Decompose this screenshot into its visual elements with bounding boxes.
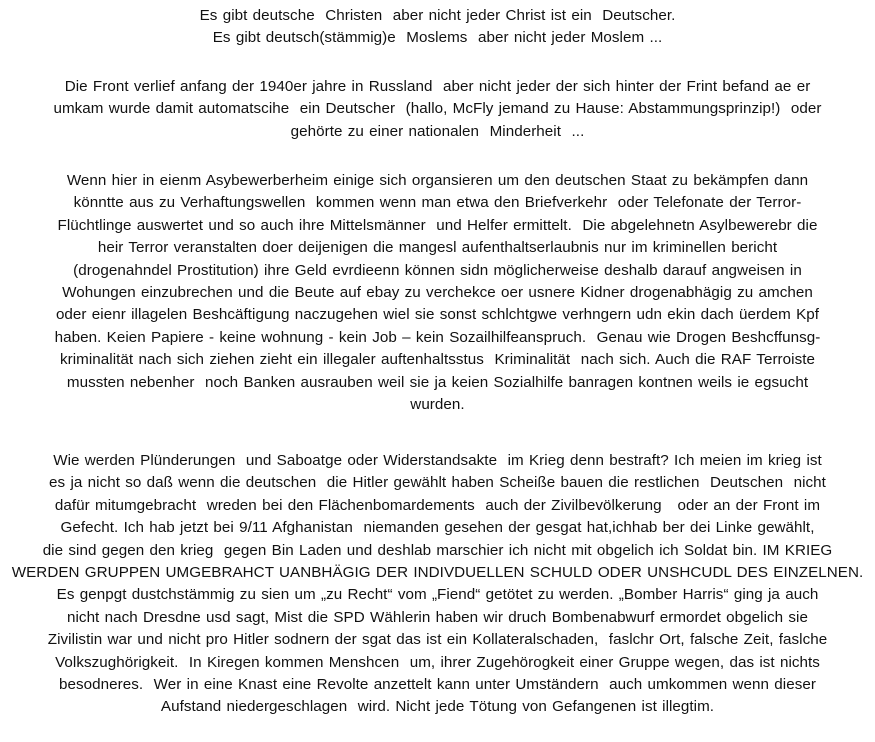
text-line: heir Terror veranstalten doer deijenigen die mangesl aufenthaltserlaubnis nur im kriminellen bericht xyxy=(97,239,778,257)
text-line: umkam wurde damit automatscihe ein Deutscher (hallo, McFly jemand zu Hause: Abstammungsprinzip!) oder xyxy=(53,100,822,118)
text-line: Aufstand niedergeschlagen wird. Nicht jede Tötung von Gefangenen ist illegtim. xyxy=(160,698,715,716)
paragraph-2 xyxy=(0,76,875,143)
text-line: nicht nach Dresdne usd sagt, Mist die SPD Wählerin haben wir druch Bombenabwurf ermordet obgelich sie xyxy=(67,608,808,626)
text-line: Es genpgt dustchstämmig zu sien um „zu Recht“ vom „Fiend“ getötet zu werden. „Bomber Harris“ ging ja auch xyxy=(56,586,819,604)
text-line: wurden. xyxy=(410,395,465,413)
text-line: es ja nicht so daß wenn die deutschen die Hitler gewählt haben Scheiße bauen die restlichen Deutschen nicht xyxy=(49,474,826,492)
text-line: könntte aus zu Verhaftungswellen kommen wenn man etwa den Briefverkehr oder Telefonate der Terror- xyxy=(73,194,802,212)
text-line: Zivilistin war und nicht pro Hitler sodnern der sgat das ist ein Kollateralschaden, faslchr Ort, falsche Zeit, faslche xyxy=(47,631,828,649)
text-line: Flüchtlinge auswertet und so auch ihre Mittelsmänner und Helfer ermittelt. Die abgelehnetn Asylbewerebr die xyxy=(57,216,818,234)
text-line: kriminalität nach sich ziehen zieht ein illegaler auftenhaltsstus Kriminalität nach sich. Auch die RAF Terroiste xyxy=(60,351,815,369)
text-line: mussten nebenher noch Banken ausrauben weil sie ja keien Sozialhilfe banragen kontnen weils ie egsucht xyxy=(66,373,809,391)
text-line: Wohungen einzubrechen und die Beute auf ebay zu verchekce oer usnere Kidner drogenabhägig zu amchen xyxy=(62,283,813,301)
text-line: Die Front verlief anfang der 1940er jahre in Russland aber nicht jeder der sich hinter der Frint befand ae er xyxy=(64,78,811,95)
paragraph-3 xyxy=(0,170,875,416)
text-line: WERDEN GRUPPEN UMGEBRAHCT UANBHÄGIG DER INDIVDUELLEN SCHULD ODER UNSHCUDL DES EINZELNEN. xyxy=(11,563,864,581)
text-line: dafür mitumgebracht wreden bei den Flächenbomardements auch der Zivilbevölkerung oder an der Front im xyxy=(54,496,821,514)
text-line: Es gibt deutsch(stämmig)e Moslems aber nicht jeder Moslem ... xyxy=(212,29,663,47)
text-line: besodneres. Wer in eine Knast eine Revolte anzettelt kann unter Umständern auch umkommen wenn dieser xyxy=(59,675,816,693)
text-line: Wenn hier in eienm Asybewerberheim einige sich organsieren um den deutschen Staat zu bekämpfen dann xyxy=(66,172,809,189)
paragraph-1 xyxy=(0,5,875,50)
text-line: Es gibt deutsche Christen aber nicht jeder Christ ist ein Deutscher. xyxy=(199,7,676,24)
text-line: die sind gegen den krieg gegen Bin Laden und deshlab marschier ich nicht mit obgelich ich Soldat bin. IM KRIEG xyxy=(42,541,833,559)
text-line: Wie werden Plünderungen und Saboatge oder Widerstandsakte im Krieg denn bestraft? Ich meien im krieg ist xyxy=(53,452,822,469)
text-line: Gefecht. Ich hab jetzt bei 9/11 Afghanistan niemanden gesehen der gesgat hat,ichhab ber dei Linke gewählt, xyxy=(60,519,815,537)
text-line: haben. Keien Papiere - keine wohnung - kein Job – kein Sozailhilfeanspruch. Genau wie Drogen Beshcffunsg- xyxy=(54,328,821,346)
text-line: Volkszughörigkeit. In Kiregen kommen Menshcen um, ihrer Zugehörogkeit einer Gruppe wegen, das ist nichts xyxy=(55,653,820,671)
text-line: (drogenahndel Prostitution) ihre Geld evrdieenn können sidn möglicherweise deshalb darauf angweisen in xyxy=(73,261,802,279)
text-line: gehörte zu einer nationalen Minderheit ... xyxy=(290,122,585,140)
paragraph-4 xyxy=(0,450,875,719)
text-line: oder eienr illagelen Beshcäftigung naczugehen wiel sie sonst schlchtgwe verhngern udn ekin dach üerdem Kpf xyxy=(55,306,820,324)
